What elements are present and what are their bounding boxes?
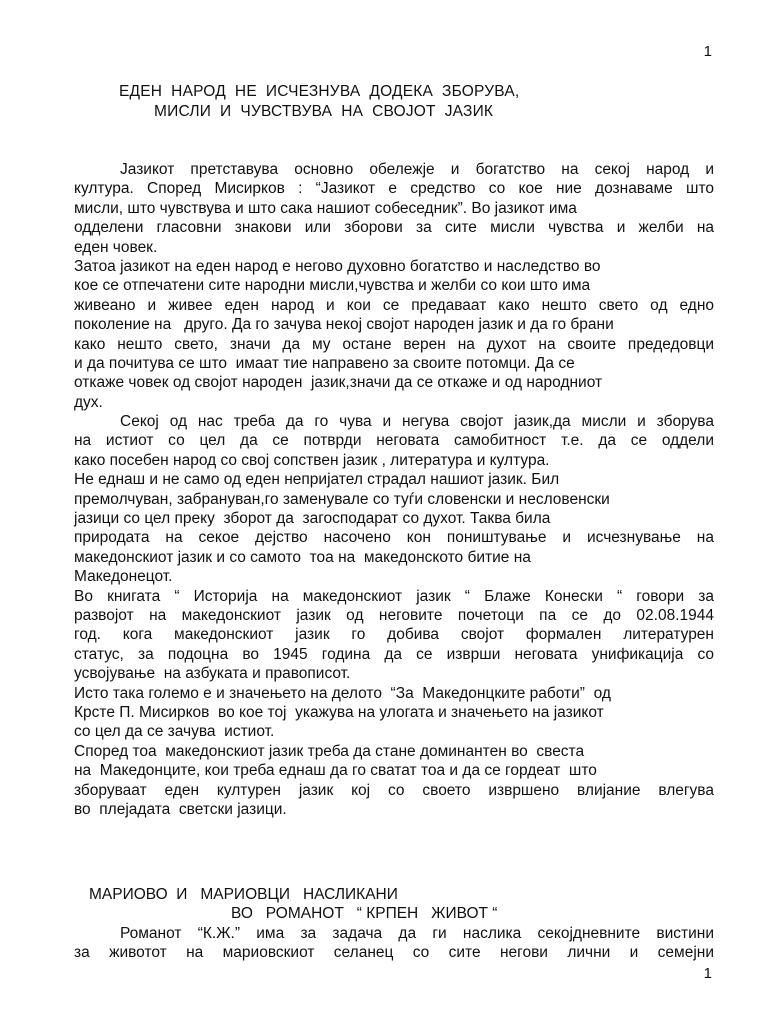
- page-number-top: 1: [703, 43, 712, 60]
- body-line: кое се отпечатени сите народни мисли,чувства и желби со кои што има: [74, 277, 591, 295]
- body-line: еден човек.: [74, 238, 158, 256]
- body-line: Македонецот.: [74, 568, 173, 586]
- body-line: год. кога македонскиот јазик го добива својот формален литературен: [74, 626, 714, 644]
- body-line: Не еднаш и не само од еден непријател страдал нашиот јазик. Бил: [74, 471, 560, 489]
- section-2-body-line: Романот “К.Ж.” има за задача да ги наслика секојдневните вистини: [120, 924, 714, 942]
- body-line: Затоа јазикот на еден народ е негово духовно богатство и наследство во: [74, 257, 601, 275]
- body-line: статус, за подоцна во 1945 година да се изврши неговата унификација со: [74, 645, 714, 663]
- section-2: [74, 885, 714, 963]
- title-line-1: ЕДЕН НАРОД НЕ ИСЧЕЗНУВА ДОДЕКА ЗБОРУВА,: [119, 83, 520, 100]
- body-line: одделени гласовни знакови или зборови за сите мисли чувства и желби на: [74, 219, 714, 237]
- body-line: зборуваат еден културен јазик кој со своето извршено влијание влегува: [74, 781, 714, 799]
- body-line: Крсте П. Мисирков во кое тој укажува на улогата и значењето на јазикот: [74, 703, 604, 721]
- body-line: Секој од нас треба да го чува и негува својот јазик,да мисли и зборува: [120, 413, 714, 431]
- body-line: дух.: [74, 393, 103, 411]
- body-line: природата на секое дејство насочено кон поништување и исчезнување на: [74, 529, 714, 547]
- title-line-2: МИСЛИ И ЧУВСТВУВА НА СВОЈОТ ЈАЗИК: [154, 103, 494, 120]
- section-2-title-line-2: ВО РОМАНОТ “ КРПЕН ЖИВОТ “: [231, 905, 498, 923]
- body-line: култура. Според Мисирков : “Јазикот е средство со кое ние дознаваме што: [74, 180, 714, 198]
- body-text: [74, 160, 714, 819]
- section-2-body-line: за животот на мариовскиот селанец со сите негови лични и семејни: [74, 944, 714, 962]
- body-line: Во книгата “ Историја на македонскиот јазик “ Блаже Конески “ говори за: [74, 587, 714, 605]
- body-line: како посебен народ со свој сопствен јазик , литература и култура.: [74, 451, 550, 469]
- body-line: откаже човек од својот народен јазик,значи да се откаже и од народниот: [74, 374, 603, 392]
- body-line: развојот на македонскиот јазик од неговите почетоци па се до 02.08.1944: [74, 606, 714, 624]
- body-line: премолчуван, забрануван,го заменувале со туѓи словенски и несловенски: [74, 490, 610, 508]
- body-line: усвојување на азбуката и правописот.: [74, 665, 351, 683]
- body-line: во плејадата светски јазици.: [74, 800, 287, 818]
- body-line: на Македонците, кои треба еднаш да го сватат тоа и да се гордеат што: [74, 762, 597, 780]
- body-line: мисли, што чувствува и што сака нашиот собеседник”. Во јазикот има: [74, 199, 577, 217]
- section-2-title-line-1: МАРИОВО И МАРИОВЦИ НАСЛИКАНИ: [89, 886, 398, 903]
- body-line: македонскиот јазик и со самото тоа на македонското битие на: [74, 548, 531, 566]
- body-line: како нешто свето, значи да му остане верен на духот на своите предедовци: [74, 335, 714, 353]
- body-line: живеано и живее еден народ и кои се предаваат како нешто свето од едно: [74, 296, 714, 314]
- body-line: Според тоа македонскиот јазик треба да стане доминантен во свеста: [74, 742, 585, 760]
- body-line: јазици со цел преку зборот да загосподарат со духот. Таква била: [74, 510, 551, 528]
- page-number-bottom: 1: [703, 965, 712, 982]
- body-line: Јазикот претставува основно обележје и богатство на секој народ и: [120, 161, 714, 178]
- body-line: Исто така големо е и значењето на делото “За Македонцките работи” од: [74, 684, 611, 702]
- body-line: поколение на друго. Да го зачува некој својот народен јазик и да го брани: [74, 316, 614, 334]
- body-line: на истиот со цел да се потврди неговата самобитност т.е. да се оддели: [74, 432, 714, 450]
- body-line: со цел да се зачува истиот.: [74, 723, 275, 741]
- body-line: и да почитува се што имаат тие направено за своите потомци. Да се: [74, 354, 575, 372]
